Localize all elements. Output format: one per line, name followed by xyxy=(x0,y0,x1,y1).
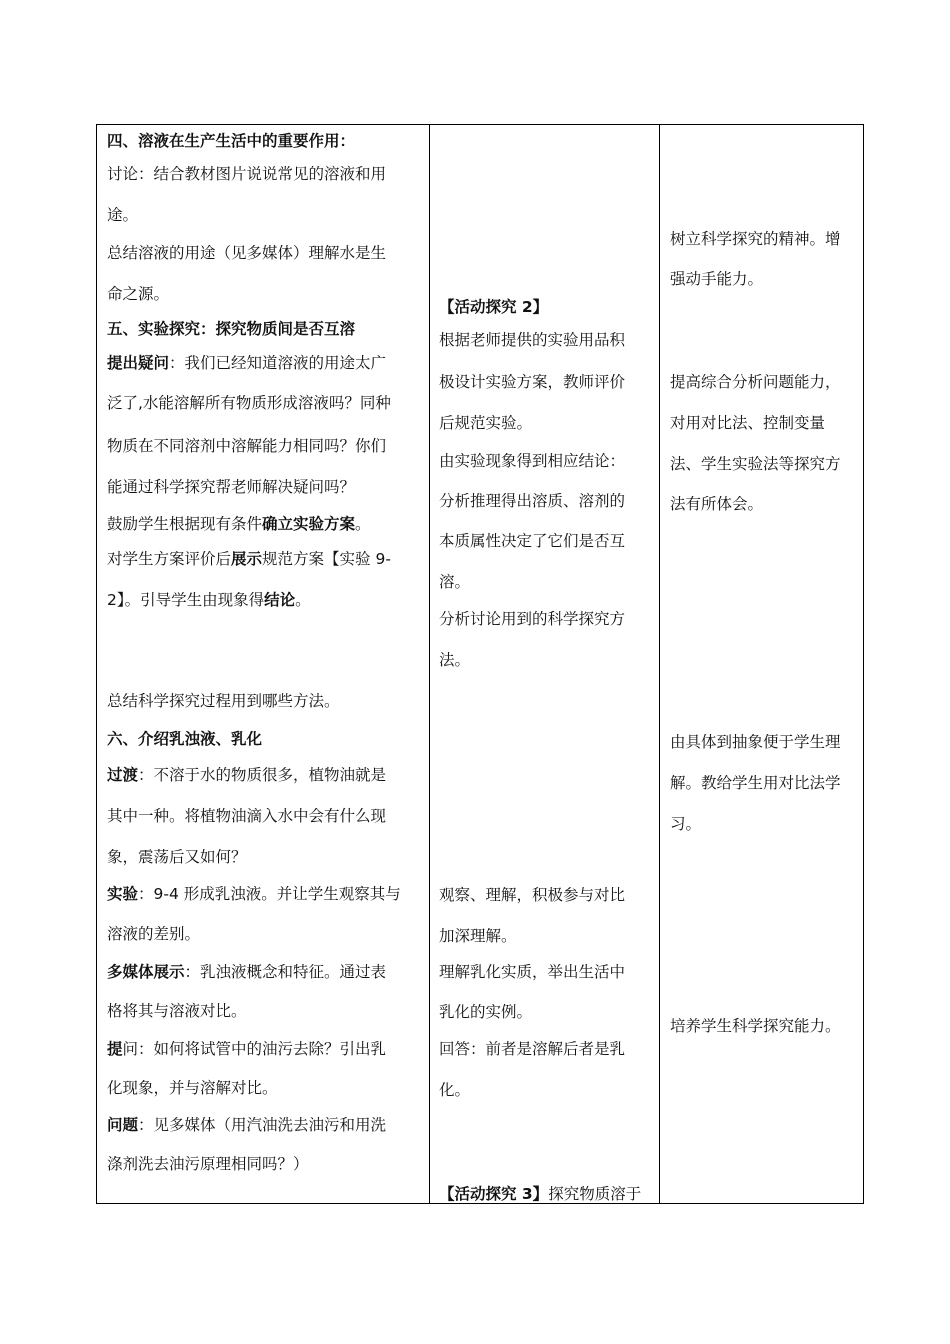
text-line: 法有所体会。 xyxy=(670,495,764,513)
text-line: 总结科学探究过程用到哪些方法。 xyxy=(107,692,340,710)
lesson-plan-table xyxy=(96,124,864,1204)
text-line: 象，震荡后又如何？ xyxy=(107,848,247,866)
text-line: 乳化的实例。 xyxy=(439,1003,533,1021)
text-line: 2】。引导学生由现象得结论。 xyxy=(107,591,311,609)
text-line: 由实验现象得到相应结论： xyxy=(439,452,626,470)
activity-3-heading: 【活动探究 3】探究物质溶于 xyxy=(439,1185,642,1203)
text-line: 途。 xyxy=(107,206,139,224)
section-6-heading: 六、介绍乳浊液、乳化 xyxy=(107,730,263,748)
text-line: 问题：见多媒体（用汽油洗去油污和用洗 xyxy=(107,1116,387,1134)
text-line: 命之源。 xyxy=(107,285,170,303)
text-line: 回答：前者是溶解后者是乳 xyxy=(439,1040,626,1058)
text-line: 实验：9-4 形成乳浊液。并让学生观察其与 xyxy=(107,885,401,903)
text-line: 泛了,水能溶解所有物质形成溶液吗？同种 xyxy=(107,394,391,412)
design-intent-column xyxy=(660,125,864,1203)
text-line: 溶液的差别。 xyxy=(107,925,201,943)
text-line: 对用对比法、控制变量 xyxy=(670,414,826,432)
text-line: 后规范实验。 xyxy=(439,414,533,432)
text-line: 树立科学探究的精神。增 xyxy=(670,230,841,248)
text-line: 提出疑问：我们已经知道溶液的用途太广 xyxy=(107,354,387,372)
text-line: 提问：如何将试管中的油污去除？引出乳 xyxy=(107,1040,387,1058)
text-line: 物质在不同溶剂中溶解能力相同吗？你们 xyxy=(107,437,387,455)
text-line: 根据老师提供的实验用品积 xyxy=(439,331,626,349)
text-line: 能通过科学探究帮老师解决疑问吗？ xyxy=(107,478,356,496)
text-line: 解。教给学生用对比法学 xyxy=(670,774,841,792)
text-line: 强动手能力。 xyxy=(670,270,764,288)
text-line: 分析推理得出溶质、溶剂的 xyxy=(439,492,626,510)
text-line: 理解乳化实质，举出生活中 xyxy=(439,963,626,981)
text-line: 其中一种。将植物油滴入水中会有什么现 xyxy=(107,807,387,825)
text-line: 极设计实验方案，教师评价 xyxy=(439,373,626,391)
text-line: 格将其与溶液对比。 xyxy=(107,1002,247,1020)
text-line: 加深理解。 xyxy=(439,927,517,945)
student-activity-column xyxy=(429,125,660,1203)
text-line: 总结溶液的用途（见多媒体）理解水是生 xyxy=(107,244,387,262)
text-line: 化现象，并与溶解对比。 xyxy=(107,1079,278,1097)
text-line: 法、学生实验法等探究方 xyxy=(670,455,841,473)
text-line: 本质属性决定了它们是否互 xyxy=(439,532,626,550)
section-5-heading: 五、实验探究：探究物质间是否互溶 xyxy=(107,320,356,338)
text-line: 讨论：结合教材图片说说常见的溶液和用 xyxy=(107,165,387,183)
text-line: 习。 xyxy=(670,815,702,833)
text-line: 多媒体展示：乳浊液概念和特征。通过表 xyxy=(107,963,387,981)
text-line: 提高综合分析问题能力， xyxy=(670,373,841,391)
text-line: 涤剂洗去油污原理相同吗？） xyxy=(107,1155,309,1173)
text-line: 观察、理解，积极参与对比 xyxy=(439,886,626,904)
text-line: 过渡：不溶于水的物质很多，植物油就是 xyxy=(107,766,387,784)
text-line: 分析讨论用到的科学探究方 xyxy=(439,610,626,628)
text-line: 培养学生科学探究能力。 xyxy=(670,1017,841,1035)
text-line: 法。 xyxy=(439,651,471,669)
teacher-activity-column xyxy=(97,125,430,1203)
text-line: 由具体到抽象便于学生理 xyxy=(670,733,841,751)
activity-2-heading: 【活动探究 2】 xyxy=(439,298,549,316)
text-line: 对学生方案评价后展示规范方案【实验 9- xyxy=(107,550,391,568)
text-line: 溶。 xyxy=(439,573,471,591)
text-line: 化。 xyxy=(439,1081,471,1099)
text-line: 鼓励学生根据现有条件确立实验方案。 xyxy=(107,515,371,533)
section-4-heading: 四、溶液在生产生活中的重要作用： xyxy=(107,132,356,150)
